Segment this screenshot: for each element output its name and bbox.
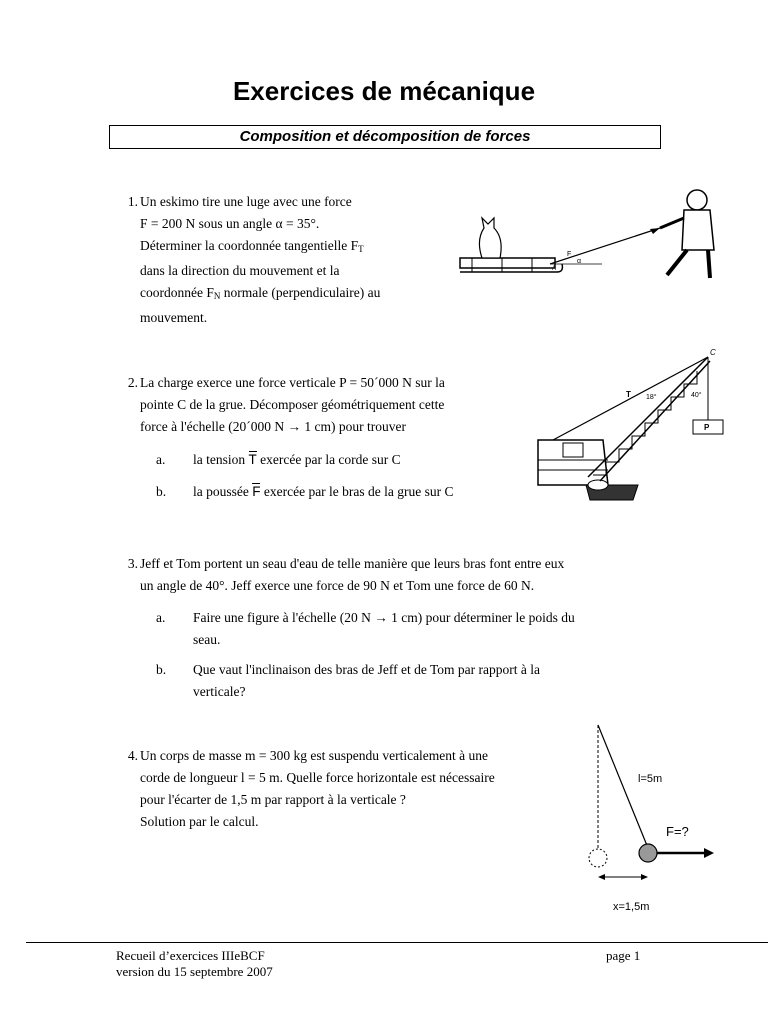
fig-c-label: C [710, 348, 716, 357]
exercise-3-number: 3. [127, 556, 138, 571]
exercise-3-b-label: b. [156, 662, 167, 677]
page-title: Exercices de mécanique [232, 76, 536, 106]
exercise-1-text: Un eskimo tire une luge avec une force F = 200 N sous un angle α = 35°. Déterminer la coordonnée tangentielle $F_T$ dans la direction du mouvement et la coordonnée $F_N$ normale (perpendiculaire) au mouvement. [140, 194, 381, 325]
exercise-1-number: 1. [127, 194, 138, 209]
sled-figure [432, 180, 732, 290]
exercise-2-b-text: la poussée F exercée par le bras de la grue sur C [193, 484, 454, 499]
section-subtitle: Composition et décomposition de forces [109, 125, 661, 149]
footer-divider [26, 942, 768, 943]
exercise-2-a-text: la tension T exercée par la corde sur C [193, 452, 401, 467]
pendulum-figure [580, 720, 730, 920]
footer-page-number: page 1 [606, 948, 641, 963]
fig-alpha-label: α [577, 258, 582, 265]
exercise-3-b-text: Que vaut l'inclinaison des bras de Jeff et de Tom par rapport à la verticale? [193, 662, 541, 699]
crane-figure [518, 345, 758, 520]
exercise-2-a-label: a. [156, 452, 166, 467]
exercise-3-text: Jeff et Tom portent un seau d'eau de telle manière que leurs bras font entre eux un angle de 40°. Jeff exerce une force de 90 N et Tom une force de 60 N. [140, 556, 565, 593]
fig-angle-18: 18° [646, 394, 657, 401]
fig-a-label: A [552, 266, 557, 272]
fig-t-label: T [626, 390, 631, 399]
fig-length-label: l=5m [638, 773, 663, 785]
fig-x-label: x=1,5m [613, 901, 650, 913]
exercise-3-a-text: Faire une figure à l'échelle (20 N → 1 cm) pour déterminer le poids du seau. [193, 610, 575, 647]
exercise-4-number: 4. [127, 748, 138, 763]
fig-force-label: F=? [666, 824, 689, 839]
exercise-2-b-label: b. [156, 484, 167, 499]
exercise-3-a-label: a. [156, 610, 166, 625]
fig-f-label: F [567, 251, 572, 258]
exercise-2-number: 2. [127, 375, 138, 390]
fig-p-label: P [704, 423, 710, 432]
footer-left: Recueil d’exercices IIIeBCF version du 15 septembre 2007 [116, 948, 273, 979]
exercise-4-text: Un corps de masse m = 300 kg est suspendu verticalement à une corde de longueur l = 5 m. Quelle force horizontale est nécessaire pour l'écarter de 1,5 m par rapport à la verticale ? Solution par le calcul. [140, 748, 495, 829]
fig-angle-40: 40° [691, 392, 702, 399]
exercise-2-text: La charge exerce une force verticale P = 50´000 N sur la pointe C de la grue. Décomposer géométriquement cette force à l'échelle (20´000 N → 1 cm) pour trouver [140, 375, 445, 434]
